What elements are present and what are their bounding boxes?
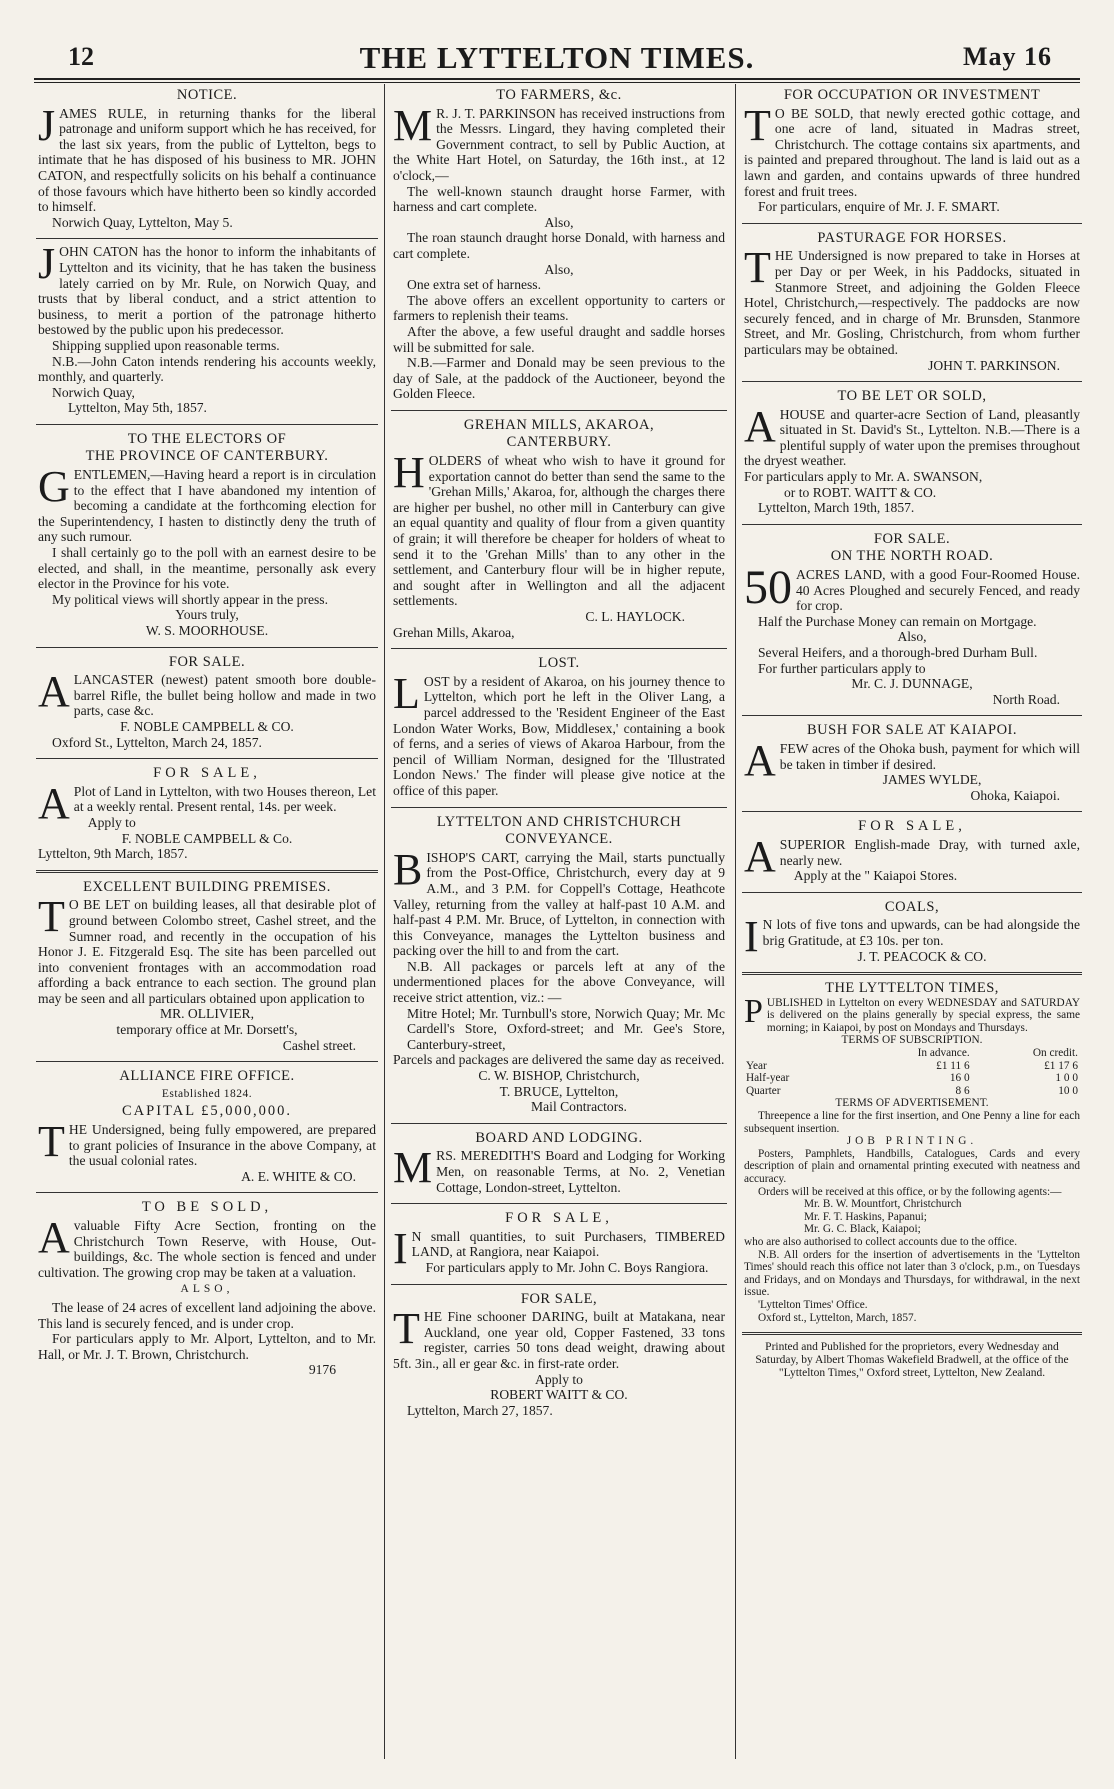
- drop-cap: H: [393, 448, 425, 498]
- drop-cap: P: [744, 992, 763, 1030]
- ad-number: 9176: [308, 1362, 336, 1378]
- drop-cap: T: [744, 243, 771, 293]
- ad-heading: GREHAN MILLS, AKAROA,: [463, 416, 655, 433]
- ad-body: SUPERIOR English-made Dray, with turned axle, nearly new.: [779, 836, 1080, 868]
- ad-body: For particulars apply to Mr. A. SWANSON,: [744, 469, 983, 485]
- table-cell: £1 17 6: [1044, 1059, 1078, 1072]
- ad-body: The roan staunch draught horse Donald, with harness and cart complete.: [393, 230, 725, 261]
- ad-subheading: Established 1824.: [161, 1087, 253, 1100]
- newspaper-title: THE LYTTELTON TIMES.: [359, 40, 755, 75]
- north-road-ad: [742, 528, 1082, 713]
- ad-date: Oxford st., Lyttelton, March, 1857.: [758, 1311, 917, 1324]
- ad-body: O BE LET on building leases, all that desirable plot of ground between Colombo street, Cashel street, and the Sumner road, and recently in the occupation of his Honor J. E. Fitzgerald Esq. The site has been parcelled out into convenient frontages with an accommodation road affording a back entrance to each section. The ground plan may be seen and all particulars obtained upon application to: [38, 897, 376, 1006]
- issue-date: May 16: [962, 42, 1052, 71]
- electors-ad: [36, 428, 378, 644]
- divider: [391, 1284, 727, 1285]
- ad-heading: FOR SALE.: [873, 530, 951, 547]
- ad-signature: Norwich Quay,: [52, 384, 135, 400]
- ad-body: OHN CATON has the honor to inform the inhabitants of Lyttelton and its vicinity, that he has taken the business lately carried on by Mr. Rule, on Norwich Quay, and trusts that by liberal conduct, and a strict attention to business, to merit a portion of the patronage hitherto bestowed by the public upon his predecessor.: [38, 244, 376, 338]
- drop-cap: A: [38, 1213, 70, 1262]
- ad-body: RS. MEREDITH'S Board and Lodging for Working Men, on reasonable Terms, at No. 2, Venetian Cottage, London-street, Lyttelton.: [436, 1148, 725, 1195]
- divider: [36, 1192, 378, 1193]
- grehan-ad: [391, 414, 727, 645]
- printer-imprint: Printed and Published for the proprietors, every Wednesday and Saturday, by Albert Thomas Wakefield Bradwell, at the office of the "Lyttelton Times," Oxford street, Lyttelton, New Zealand.: [755, 1341, 1069, 1380]
- table-header: On credit.: [1032, 1047, 1078, 1060]
- table-row: [744, 1060, 1080, 1073]
- ad-body: OST by a resident of Akaroa, on his journey thence to Lyttelton, which port he left in the Oliver Lang, a parcel addressed to the 'Resident Engineer of the East London Water Works, Bow, Middlesex,' containing a book of ferns, and a series of views of Akaroa Harbour, from the pencil of William Norman, designed for the 'Illustrated London News.' The finder will please give notice at the office of this paper.: [393, 673, 725, 798]
- divider: [742, 892, 1082, 893]
- ad-body: Threepence a line for the first insertion, and One Penny a line for each subsequent insertion.: [744, 1110, 1080, 1135]
- ad-body: ISHOP'S CART, carrying the Mail, starts punctually from the Post-Office, Christchurch, every day at 9 A.M., and 3 P.M. for Coppell's Cottage, Heathcote Valley, returning from the valley at half-past 10 A.M. and half-past 4 P.M. Mr. Bruce, of Lyttelton, in connection with this Conveyance, manages the Lyttelton business and packing over the hill to and from the cart.: [393, 849, 725, 959]
- ad-body: Several Heifers, and a thorough-bred Durham Bull.: [758, 645, 1038, 660]
- ad-body: For further particulars apply to: [758, 660, 926, 676]
- ad-date: Oxford St., Lyttelton, March 24, 1857.: [52, 734, 262, 750]
- ad-heading: TO THE ELECTORS OF: [127, 430, 287, 447]
- notice-ad: [36, 84, 378, 235]
- divider: [36, 238, 378, 239]
- coals-ad: [742, 896, 1082, 969]
- premises-ad: [36, 876, 378, 1059]
- house-ad: [742, 385, 1082, 521]
- drop-cap: J: [38, 100, 56, 150]
- table-cell: 8 6: [955, 1084, 970, 1097]
- ad-body: who are also authorised to collect accounts due to the office.: [744, 1235, 1018, 1248]
- drop-cap: T: [38, 892, 65, 942]
- divider: [36, 1061, 378, 1062]
- ad-subheading: Also,: [544, 261, 574, 277]
- ad-body: 'Lyttelton Times' Office.: [758, 1298, 868, 1311]
- divider: [36, 647, 378, 648]
- ad-signature: MR. OLLIVIER,: [159, 1006, 254, 1022]
- ad-date: Lyttelton, 9th March, 1857.: [38, 846, 188, 862]
- ad-heading: THE PROVINCE OF CANTERBURY.: [85, 448, 329, 465]
- sold-ad: [36, 1196, 378, 1383]
- ad-signature: JAMES WYLDE,: [882, 772, 982, 788]
- divider: [391, 648, 727, 649]
- ad-date: Lyttelton, March 27, 1857.: [407, 1402, 553, 1418]
- ad-signature: F. NOBLE CAMPBELL & CO.: [120, 718, 294, 734]
- drop-cap: T: [38, 1117, 65, 1167]
- ad-signature: Grehan Mills, Akaroa,: [393, 624, 515, 640]
- ad-body: valuable Fifty Acre Section, fronting on the Christchurch Town Reserve, with House, Out-buildings, &c. The whole section is fenced and under cultivation. The growing crop may be taken at a valuation.: [38, 1218, 376, 1280]
- ad-body: O BE SOLD, that newly erected gothic cottage, and one acre of land, situated in Madras street, Christchurch. The cottage contains six apartments, and is painted and prepared throughout. The land is laid out as a lawn and garden, and contains upwards of three hundred forest and fruit trees.: [744, 105, 1080, 199]
- ad-body: For particulars apply to Mr. John C. Boys Rangiora.: [425, 1259, 709, 1275]
- ad-date: Lyttelton, May 5th, 1857.: [68, 400, 207, 416]
- farmers-ad: [391, 84, 727, 407]
- ad-heading: THE LYTTELTON TIMES,: [825, 980, 999, 997]
- ad-heading: BOARD AND LODGING.: [475, 1129, 643, 1146]
- ad-heading: EXCELLENT BUILDING PREMISES.: [83, 878, 331, 895]
- divider: [742, 381, 1082, 382]
- ad-heading: ALLIANCE FIRE OFFICE.: [119, 1068, 295, 1085]
- divider: [391, 410, 727, 411]
- ad-heading: LYTTELTON AND CHRISTCHURCH: [436, 813, 682, 830]
- board-ad: [391, 1127, 727, 1200]
- drop-cap: 50: [744, 561, 792, 615]
- divider: [391, 1123, 727, 1124]
- table-cell: 10 0: [1058, 1084, 1078, 1097]
- column-1: [36, 84, 378, 1383]
- ad-signature: Mr. C. J. DUNNAGE,: [851, 676, 973, 692]
- ad-body: UBLISHED in Lyttelton on every WEDNESDAY and SATURDAY is delivered on the plains generally by special express, the same morning; in Kaiapoi, by post on Mondays and Thursdays.: [766, 996, 1080, 1034]
- drop-cap: A: [744, 735, 776, 785]
- ad-body: For particulars, enquire of Mr. J. F. SMART.: [758, 199, 1000, 215]
- ad-heading: CONVEYANCE.: [505, 831, 613, 848]
- ad-signature: A. E. WHITE & CO.: [241, 1168, 356, 1184]
- ad-heading: NOTICE.: [176, 87, 238, 103]
- ad-body: After the above, a few useful draught and saddle horses will be submitted for sale.: [393, 323, 725, 355]
- table-cell: Half-year: [746, 1072, 790, 1085]
- ad-body: HOUSE and quarter-acre Section of Land, pleasantly situated in St. David's St., Lyttelton. N.B.—There is a plentiful supply of water upon the premises throughout the dryest weather.: [744, 406, 1080, 469]
- ad-subheading: CAPITAL £5,000,000.: [121, 1103, 293, 1120]
- ad-body: Half the Purchase Money can remain on Mortgage.: [758, 613, 1037, 629]
- divider: [742, 715, 1082, 716]
- ad-signature: temporary office at Mr. Dorsett's,: [116, 1022, 298, 1038]
- ad-subheading: Also,: [897, 629, 927, 645]
- ad-subheading: JOB PRINTING.: [846, 1135, 978, 1148]
- table-header: In advance.: [917, 1047, 970, 1060]
- ad-body: N small quantities, to suit Purchasers, TIMBERED LAND, at Rangiora, near Kaiapoi.: [411, 1228, 725, 1260]
- ad-body: Apply to: [87, 814, 136, 830]
- occupation-ad: [742, 84, 1082, 220]
- ad-heading: TO BE SOLD,: [141, 1199, 273, 1216]
- ad-heading: FOR SALE,: [858, 818, 966, 835]
- drop-cap: B: [393, 844, 423, 894]
- ad-body: The above offers an excellent opportunity to carters or farmers to replenish their teams.: [393, 292, 725, 324]
- agent-name: Mr. B. W. Mountfort, Christchurch: [804, 1198, 962, 1211]
- drop-cap: I: [393, 1223, 408, 1273]
- ad-heading: LOST.: [538, 655, 580, 672]
- times-terms-ad: [742, 978, 1082, 1329]
- ad-body: For particulars apply to Mr. Alport, Lyttelton, and to Mr. Hall, or Mr. J. T. Brown, Christchurch.: [38, 1331, 376, 1362]
- ad-body: ACRES LAND, with a good Four-Roomed House. 40 Acres Ploughed and securely Fenced, and ready for crop.: [796, 567, 1080, 614]
- table-header: [744, 1047, 848, 1060]
- ad-body: HE Undersigned, being fully empowered, are prepared to grant policies of Insurance in the above Company, at the usual colonial rates.: [68, 1122, 376, 1169]
- schooner-ad: [391, 1288, 727, 1424]
- masthead: [30, 38, 1084, 78]
- ad-body: The lease of 24 acres of excellent land adjoining the above. This land is securely fenced, and is under crop.: [38, 1299, 376, 1331]
- table-cell: 1 0 0: [1055, 1072, 1078, 1085]
- drop-cap: A: [744, 401, 776, 451]
- ad-body: Apply at the " Kaiapoi Stores.: [793, 868, 958, 884]
- table-cell: Year: [746, 1059, 767, 1072]
- divider: [742, 811, 1082, 812]
- column-2: [391, 84, 727, 1423]
- table-cell: 16 0: [949, 1072, 970, 1085]
- drop-cap: A: [38, 667, 70, 717]
- ad-heading: FOR SALE,: [520, 1290, 598, 1307]
- rifle-ad: [36, 651, 378, 756]
- table-row: [744, 1072, 1080, 1085]
- ad-body: One extra set of harness.: [407, 277, 541, 293]
- ad-heading: COALS,: [884, 898, 940, 915]
- table-cell: Quarter: [746, 1084, 781, 1097]
- ad-signature: ROBERT WAITT & CO.: [490, 1387, 628, 1403]
- ad-heading: FOR SALE.: [168, 653, 246, 670]
- ad-heading: FOR OCCUPATION OR INVESTMENT: [783, 87, 1041, 103]
- ad-signature: C. L. HAYLOCK.: [585, 609, 685, 624]
- divider: [742, 524, 1082, 525]
- ad-body: Orders will be received at this office, or by the following agents:—: [758, 1185, 1062, 1198]
- ad-signature: J. T. PEACOCK & CO.: [857, 948, 987, 964]
- ad-signature: F. NOBLE CAMPBELL & Co.: [121, 830, 293, 846]
- ad-body: N.B.—Farmer and Donald may be seen previous to the day of Sale, at the paddock of the Auctioneer, beyond the Golden Fleece.: [393, 355, 725, 402]
- drop-cap: M: [393, 1143, 433, 1193]
- ad-body: N.B. All orders for the insertion of advertisements in the 'Lyttelton Times' should reach this office not later than 3 o'clock, p.m., on Tuesdays and Fridays, and on Mondays and Thursdays, for withdrawal, in the next issue.: [744, 1248, 1080, 1299]
- page-number: 12: [68, 42, 94, 71]
- divider: [36, 424, 378, 425]
- ad-body: ENTLEMEN,—Having heard a report is in circulation to the effect that I have abandoned my intention of becoming a candidate at the forthcoming election for the Superintendency, I hasten to distinctly deny the truth of any such rumour.: [38, 467, 376, 545]
- ad-signature: JOHN T. PARKINSON.: [928, 357, 1060, 373]
- column-rule: [735, 84, 736, 1759]
- ad-heading: TO FARMERS, &c.: [496, 87, 622, 103]
- divider: [36, 870, 378, 873]
- pasturage-ad: [742, 227, 1082, 378]
- ad-signature: Norwich Quay, Lyttelton, May 5.: [52, 214, 233, 230]
- ad-body: Mitre Hotel; Mr. Turnbull's store, Norwich Quay; Mr. Mc Cardell's Store, Oxford-street; and Mr. Gee's Store, Canterbury-street,: [407, 1005, 725, 1052]
- ad-heading: PASTURAGE FOR HORSES.: [817, 229, 1007, 246]
- ad-signature: North Road.: [992, 691, 1060, 707]
- ad-body: N lots of five tons and upwards, can be had alongside the brig Gratitude, at £3 10s. per ton.: [762, 917, 1080, 948]
- drop-cap: A: [744, 831, 776, 881]
- drop-cap: J: [38, 239, 56, 289]
- ad-body: HE Fine schooner DARING, built at Matakana, near Auckland, one year old, Copper Fastened, 33 tons register, carries 50 tons dead weight, drawing about 5ft. 3in., all er gear &c. in first-rate order.: [393, 1309, 725, 1371]
- drop-cap: T: [393, 1304, 420, 1354]
- bush-ad: [742, 719, 1082, 808]
- ad-signature: T. BRUCE, Lyttelton,: [499, 1083, 619, 1099]
- ad-signature: C. W. BISHOP, Christchurch,: [478, 1068, 640, 1084]
- ad-body: I shall certainly go to the poll with an earnest desire to be elected, and shall, in the meantime, personally ask every elector in the Province for his vote.: [38, 545, 376, 592]
- ad-body: Shipping supplied upon reasonable terms.: [52, 337, 280, 353]
- ad-body: or to ROBT. WAITT & CO.: [784, 484, 937, 500]
- divider: [391, 807, 727, 808]
- ad-subheading: Also,: [544, 214, 574, 230]
- lost-ad: [391, 652, 727, 803]
- ad-body: LANCASTER (newest) patent smooth bore double-barrel Rifle, the bullet being hollow and made in two parts, case &c.: [73, 672, 376, 719]
- dray-ad: [742, 815, 1082, 888]
- agent-name: Mr. G. C. Black, Kaiapoi;: [804, 1223, 921, 1236]
- divider: [391, 1203, 727, 1204]
- ad-heading: BUSH FOR SALE AT KAIAPOI.: [806, 722, 1018, 739]
- conveyance-ad: [391, 811, 727, 1120]
- table-cell: £1 11 6: [936, 1059, 970, 1072]
- ad-heading: TO BE LET OR SOLD,: [837, 388, 987, 405]
- drop-cap: L: [393, 668, 420, 718]
- drop-cap: A: [38, 778, 70, 828]
- plot-ad: [36, 762, 378, 867]
- drop-cap: I: [744, 912, 759, 962]
- ad-body: R. J. T. PARKINSON has received instructions from the Messrs. Lingard, they having completed their Government contract, to sell by Public Auction, at the White Hart Hotel, on Saturday, the 16th inst., at 12 o'clock,—: [393, 105, 725, 183]
- column-rule: [384, 84, 385, 1759]
- ad-body: My political views will shortly appear in the press.: [52, 591, 328, 607]
- ad-heading: FOR SALE,: [505, 1210, 613, 1227]
- divider: [36, 758, 378, 759]
- drop-cap: G: [38, 462, 70, 512]
- column-3: [742, 84, 1082, 1383]
- ad-subheading: ALSO,: [180, 1283, 234, 1296]
- ad-body: Posters, Pamphlets, Handbills, Catalogues, Cards and every description of plain and ornamental printing executed with neatness and accuracy.: [744, 1147, 1080, 1185]
- ad-body: Plot of Land in Lyttelton, with two Houses thereon, Let at a weekly rental. Present rental, 14s. per week.: [73, 783, 376, 815]
- ad-heading: CANTERBURY.: [506, 434, 612, 451]
- ad-body: Apply to: [535, 1371, 583, 1387]
- caton-ad: [36, 239, 378, 421]
- ad-body: Parcels and packages are delivered the same day as received.: [393, 1052, 725, 1068]
- alliance-ad: [36, 1065, 378, 1189]
- masthead-rule: [34, 78, 1080, 83]
- ad-signature: Ohoka, Kaiapoi.: [970, 787, 1060, 803]
- ad-body: N.B. All packages or parcels left at any of the undermentioned places for the above Conveyance, will receive strict attention, viz.: —: [393, 958, 725, 1006]
- subscription-table: [744, 1047, 1080, 1097]
- drop-cap: M: [393, 100, 433, 150]
- table-row: [744, 1085, 1080, 1098]
- agent-name: Mr. F. T. Haskins, Papanui;: [804, 1210, 927, 1223]
- ad-body: The well-known staunch draught horse Farmer, with harness and cart complete.: [393, 183, 725, 215]
- ad-body: AMES RULE, in returning thanks for the liberal patronage and uniform support which he has received, for the last six years, from the public of Lyttelton, begs to intimate that he has disposed of his business to MR. JOHN CATON, and respectfully solicits on his behalf a continuance of those favours which have hitherto been so kindly accorded to himself.: [38, 105, 376, 215]
- divider: [742, 223, 1082, 224]
- ad-body: N.B.—John Caton intends rendering his accounts weekly, monthly, and quarterly.: [38, 353, 376, 385]
- ad-heading: FOR SALE,: [153, 765, 261, 782]
- ad-date: Lyttelton, March 19th, 1857.: [758, 500, 915, 516]
- ad-body: OLDERS of wheat who wish to have it ground for exportation cannot do better than send the same to the 'Grehan Mills,' Akaroa, for, although the charges there are higher per bushel, no other mill in Canterbury can give an equal quantity and quality of flour from a given quantity of grain; it will therefore be cheaper for holders of wheat to send it to the 'Grehan Mills' than to any other in the settlement, and Canterbury flour will be in higher repute, and sought after in Wellington and all the adjacent settlements.: [393, 453, 725, 609]
- ad-signature: Mail Contractors.: [531, 1099, 627, 1115]
- ad-subheading: TERMS OF SUBSCRIPTION.: [841, 1034, 983, 1047]
- ad-body: HE Undersigned is now prepared to take in Horses at per Day or per Week, in his Paddocks, situated in Stanmore Street, and adjoining the Golden Fleece Hotel, Christchurch,—respectively. The paddocks are now securely fenced, and in charge of Mr. Brunsden, Stanmore Street, and Mr. Gosling, Christchurch, from whom further particulars may be obtained.: [744, 248, 1080, 357]
- ad-heading: ON THE NORTH ROAD.: [830, 548, 994, 565]
- ad-body: FEW acres of the Ohoka bush, payment for which will be taken in timber if desired.: [779, 740, 1080, 772]
- ad-subheading: TERMS OF ADVERTISEMENT.: [835, 1097, 989, 1110]
- divider: [742, 972, 1082, 975]
- drop-cap: T: [744, 100, 771, 150]
- divider: [742, 1332, 1082, 1335]
- ad-signature: Cashel street.: [282, 1037, 356, 1053]
- ad-signature: Yours truly,: [175, 607, 239, 623]
- ad-signature: W. S. MOORHOUSE.: [145, 623, 269, 638]
- timber-ad: [391, 1207, 727, 1280]
